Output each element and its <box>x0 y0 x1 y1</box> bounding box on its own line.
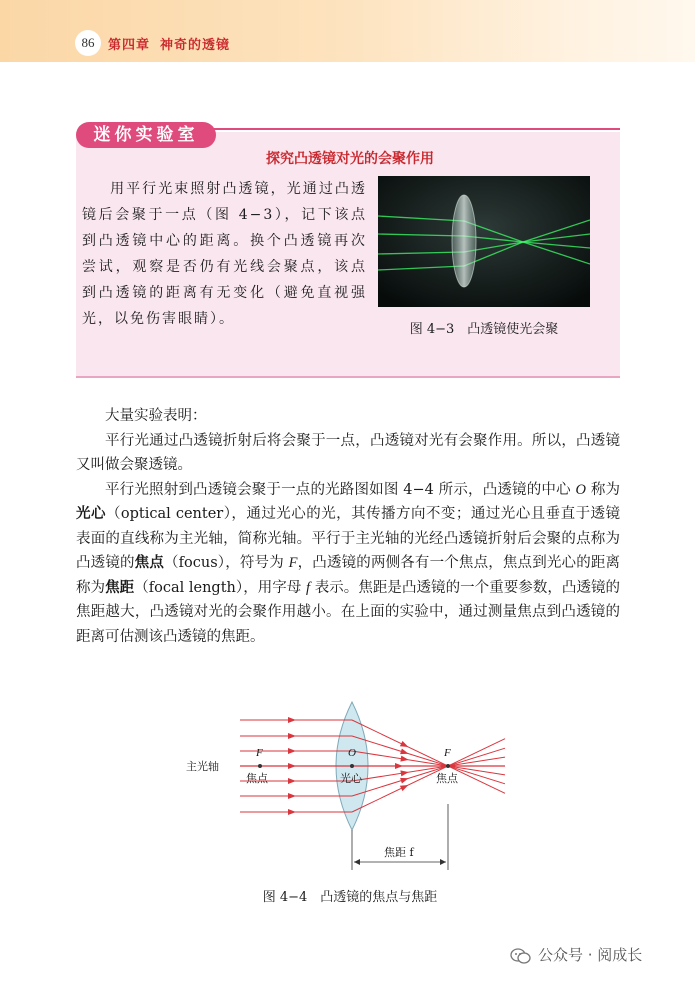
focus-symbol: F <box>288 555 298 571</box>
page-header <box>0 0 695 62</box>
mini-lab-divider <box>210 128 620 130</box>
p2-text-a: 平行光照射到凸透镜会聚于一点的光路图如图 4−4 所示，凸透镜的中心 <box>105 481 576 498</box>
mini-lab-title: 探究凸透镜对光的会聚作用 <box>266 151 434 167</box>
figure-4-4-caption: 图 4−4 凸透镜的焦点与焦距 <box>262 890 438 905</box>
p2-text-b: 称为 <box>586 481 620 498</box>
mini-lab-text <box>82 176 367 332</box>
ray-arrow <box>288 733 296 739</box>
center-symbol: O <box>348 747 356 759</box>
axis-ray-arrow <box>288 763 296 769</box>
ray-arrow <box>400 741 410 750</box>
watermark <box>510 944 642 965</box>
p2-text-g: 表示。焦距是凸透镜的一个重要参数，凸透镜的焦距越大，凸透镜对光的会聚作用越小。在上面的实验中，通过测量焦点到凸透镜的距离可估测该凸透镜的焦距。 <box>76 579 621 645</box>
chapter-title: 神奇的透镜 <box>160 38 231 53</box>
ray-arrow <box>288 717 296 723</box>
ray-arrow <box>400 782 410 791</box>
ray-arrow <box>400 748 409 756</box>
right-focus-label: 焦点 <box>436 772 458 785</box>
body-text <box>76 404 620 649</box>
axis-ray-arrow <box>395 763 403 769</box>
watermark-text: 公众号 · 阅成长 <box>538 946 643 964</box>
chapter-number: 第四章 <box>108 38 151 53</box>
lens-photo <box>378 176 590 307</box>
refracted-ray <box>352 757 505 781</box>
term-focus: 焦点 <box>134 555 164 571</box>
p2-text-c: （optical center），通过光心的光，其传播方向不变；通过光心且垂直于透镜表面的直线称为主光轴，简称光轴。平行于主光轴的光经凸透镜折射后会聚的点称为凸透镜的 <box>76 506 621 571</box>
mini-lab-paragraph: 用平行光束照射凸透镜，光通过凸透镜后会聚于一点（图 4−3），记下该点到凸透镜中心的距离。换个凸透镜再次尝试，观察是否仍有光线会聚点，该点到凸透镜的距离有无变化（避免直视强光，以免伤害眼睛）。 <box>82 181 367 327</box>
refracted-ray <box>352 739 505 812</box>
chapter-heading <box>108 34 230 53</box>
page-number: 86 <box>75 30 101 56</box>
refracted-ray <box>352 736 505 784</box>
paragraph-2 <box>76 478 620 650</box>
optical-center-symbol: O <box>575 481 587 498</box>
term-focal-length: 焦距 <box>105 579 135 596</box>
p2-text-e: ，凸透镜的两侧各有一个焦点，焦点到光心的距离称为 <box>76 555 621 596</box>
intro-paragraph: 大量实验表明： <box>105 408 207 424</box>
term-optical-center: 光心 <box>76 506 106 522</box>
lens-diagram <box>180 694 520 874</box>
p2-text-f: （focal length），用字母 <box>134 579 307 596</box>
ray-arrow <box>400 775 409 783</box>
left-focus-label: 焦点 <box>246 772 268 785</box>
refracted-ray <box>352 720 505 793</box>
optical-center-point <box>350 764 354 768</box>
ray-arrow <box>288 748 296 754</box>
right-focus-point <box>446 764 450 768</box>
lens-photo-image <box>378 176 590 307</box>
principal-axis-label: 主光轴 <box>186 760 219 773</box>
ray-arrow <box>288 793 296 799</box>
lens-ray-diagram <box>180 694 520 874</box>
paragraph-1: 平行光通过凸透镜折射后将会聚于一点，凸透镜对光有会聚作用。所以，凸透镜又叫做会聚透镜。 <box>76 432 620 473</box>
figure-4-3-caption: 图 4−3 凸透镜使光会聚 <box>409 322 559 337</box>
wechat-icon <box>510 947 532 965</box>
focal-length-symbol: f <box>306 579 311 596</box>
right-focus-symbol: F <box>444 747 451 759</box>
refracted-ray <box>352 751 505 775</box>
ray-arrow <box>288 809 296 815</box>
ray-arrow <box>288 778 296 784</box>
left-focus-symbol: F <box>256 747 263 759</box>
focal-length-label: 焦距 f <box>384 846 414 859</box>
mini-lab-tag: 迷你实验室 <box>76 122 216 148</box>
p2-text-d: （focus），符号为 <box>163 555 289 571</box>
center-label: 光心 <box>340 772 362 785</box>
refracted-ray <box>352 748 505 796</box>
left-focus-point <box>258 764 262 768</box>
